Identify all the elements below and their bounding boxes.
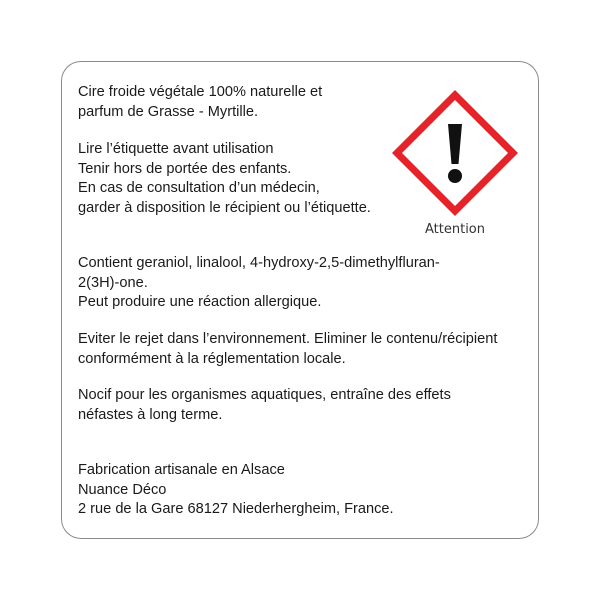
precaution-line: garder à disposition le récipient ou l’étiquette. [78, 199, 371, 216]
disposal-statement [78, 330, 497, 369]
environment-line: Nocif pour les organismes aquatiques, entraîne des effets [78, 387, 451, 403]
product-description-line: Cire froide végétale 100% naturelle et [78, 84, 323, 100]
disposal-line: conformément à la réglementation locale. [78, 350, 346, 367]
product-description-line: parfum de Grasse - Myrtille. [78, 103, 259, 120]
manufacturer-line: Nuance Déco [78, 481, 167, 498]
exclamation-mark-icon [390, 88, 520, 218]
precaution-statements [78, 140, 371, 218]
manufacturer-line: 2 rue de la Gare 68127 Niederhergheim, France. [78, 501, 394, 517]
allergen-line: Contient geraniol, linalool, 4-hydroxy-2,5-dimethylfluran- [78, 255, 440, 271]
environment-line: néfastes à long terme. [78, 406, 223, 423]
signal-word: Attention [425, 222, 485, 237]
allergen-statement [78, 254, 440, 313]
environment-statement [78, 386, 451, 425]
product-description [78, 83, 322, 122]
product-label [61, 61, 539, 539]
precaution-line: En cas de consultation d’un médecin, [78, 180, 320, 196]
precaution-line: Tenir hors de portée des enfants. [78, 160, 292, 177]
manufacturer-info [78, 461, 394, 520]
disposal-line: Eviter le rejet dans l’environnement. Eliminer le contenu/récipient [78, 331, 498, 347]
hazard-pictogram [390, 88, 520, 238]
allergen-line: 2(3H)-one. [78, 274, 148, 291]
allergen-line: Peut produire une réaction allergique. [78, 294, 322, 310]
manufacturer-line: Fabrication artisanale en Alsace [78, 462, 285, 478]
precaution-line: Lire l’étiquette avant utilisation [78, 141, 274, 157]
